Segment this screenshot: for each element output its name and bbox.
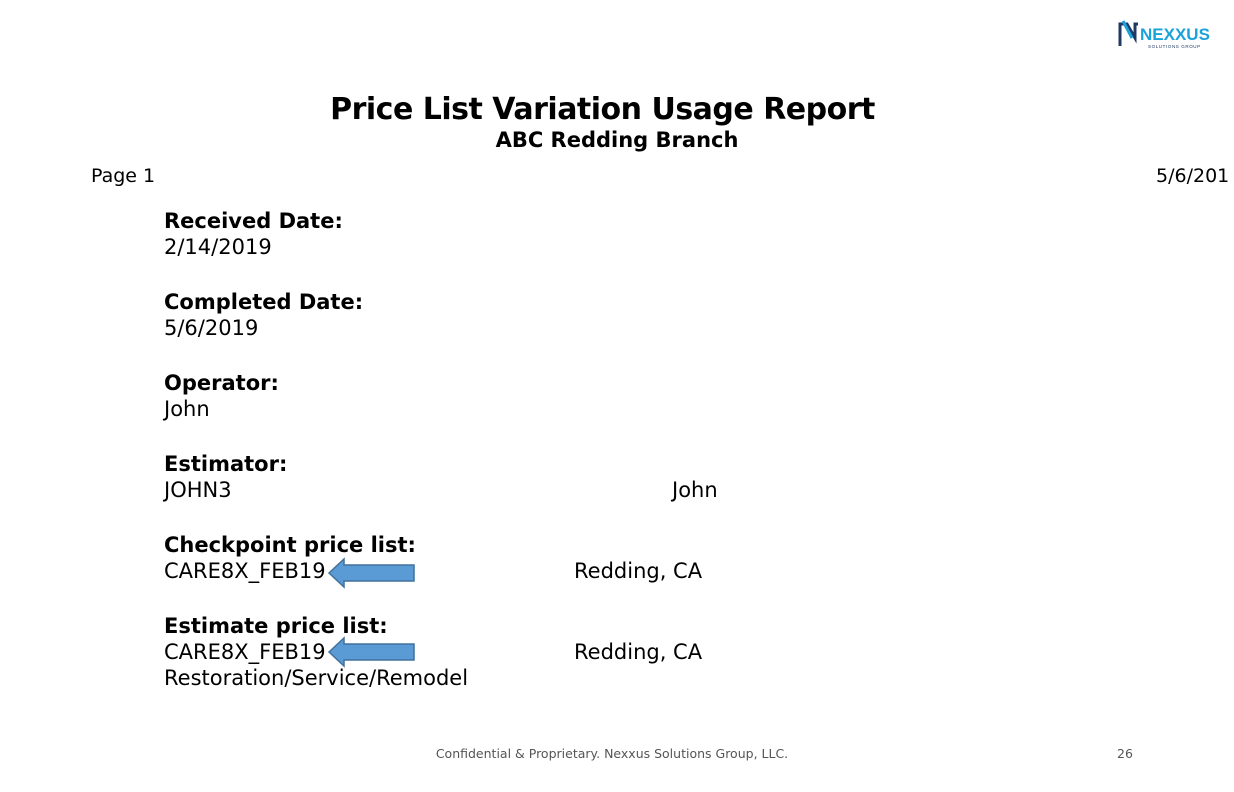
completed-date-value: 5/6/2019 xyxy=(164,316,259,340)
operator-label: Operator: xyxy=(164,371,279,395)
estimate-price-list-type: Restoration/Service/Remodel xyxy=(164,666,469,690)
page-label: Page 1 xyxy=(91,165,156,187)
confidential-footer: Confidential & Proprietary. Nexxus Solutions Group, LLC. xyxy=(435,746,789,761)
checkpoint-location: Redding, CA xyxy=(574,559,703,583)
logo-tagline: SOLUTIONS GROUP xyxy=(1148,44,1201,49)
estimate-price-list-value: CARE8X_FEB19 xyxy=(164,640,326,664)
estimate-location: Redding, CA xyxy=(574,640,703,664)
left-arrow-icon xyxy=(328,637,416,667)
received-date-value: 2/14/2019 xyxy=(164,235,272,259)
estimate-price-list-label: Estimate price list: xyxy=(164,614,388,638)
report-date: 5/6/201 xyxy=(1156,165,1230,187)
left-arrow-icon xyxy=(328,558,416,588)
estimator-name: John xyxy=(672,478,718,502)
received-date-label: Received Date: xyxy=(164,209,343,233)
estimator-label: Estimator: xyxy=(164,452,288,476)
report-title: Price List Variation Usage Report xyxy=(330,92,875,127)
nexxus-logo xyxy=(1118,18,1210,52)
page-number: 26 xyxy=(1117,746,1133,761)
estimator-value: JOHN3 xyxy=(164,478,232,502)
report-subtitle: ABC Redding Branch xyxy=(495,128,739,152)
logo-text: NEXXUS xyxy=(1140,25,1210,44)
completed-date-label: Completed Date: xyxy=(164,290,364,314)
checkpoint-price-list-value: CARE8X_FEB19 xyxy=(164,559,326,583)
checkpoint-price-list-label: Checkpoint price list: xyxy=(164,533,416,557)
operator-value: John xyxy=(164,397,210,421)
